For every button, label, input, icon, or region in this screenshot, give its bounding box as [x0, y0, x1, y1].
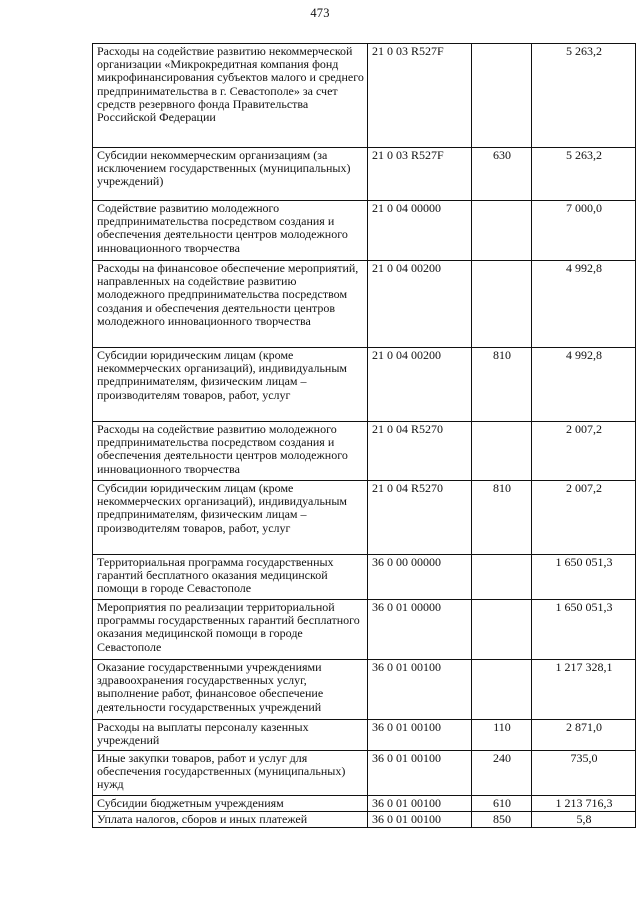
- row-code: 36 0 01 00000: [368, 600, 472, 660]
- row-sum: 1 650 051,3: [532, 600, 636, 660]
- row-name: Субсидии юридическим лицам (кроме некоммерческих организаций), индивидуальным предпринимателям, физическим лицам – производителям товаров, работ, услуг: [93, 481, 368, 555]
- row-sum: 4 992,8: [532, 261, 636, 348]
- page-number: 473: [310, 6, 330, 20]
- row-kind: [472, 261, 532, 348]
- row-kind: [472, 422, 532, 481]
- row-code: 36 0 01 00100: [368, 720, 472, 751]
- row-sum: 4 992,8: [532, 348, 636, 422]
- row-kind: [472, 600, 532, 660]
- row-sum: 7 000,0: [532, 201, 636, 261]
- row-code: 36 0 01 00100: [368, 751, 472, 796]
- row-sum: 2 871,0: [532, 720, 636, 751]
- row-code: 21 0 04 R5270: [368, 422, 472, 481]
- row-name: Субсидии некоммерческим организациям (за исключением государственных (муниципальных) учреждений): [93, 148, 368, 201]
- budget-table-body: [93, 44, 636, 828]
- row-name: Субсидии юридическим лицам (кроме некоммерческих организаций), индивидуальным предпринимателям, физическим лицам – производителям товаров, работ, услуг: [93, 348, 368, 422]
- row-name: Расходы на содействие развитию некоммерческой организации «Микрокредитная компания фонд микрофинансирования субъектов малого и среднего предпринимательства в г. Севастополе» за счет средств резервного фонда Правительства Российской Федерации: [93, 44, 368, 148]
- table-row: [93, 348, 636, 422]
- row-code: 21 0 04 00000: [368, 201, 472, 261]
- row-sum: 1 650 051,3: [532, 555, 636, 600]
- row-code: 21 0 03 R527F: [368, 148, 472, 201]
- table-row: [93, 812, 636, 828]
- table-row: [93, 796, 636, 812]
- row-kind: 630: [472, 148, 532, 201]
- table-row: [93, 555, 636, 600]
- row-sum: 5 263,2: [532, 148, 636, 201]
- row-kind: 240: [472, 751, 532, 796]
- row-kind: 610: [472, 796, 532, 812]
- row-code: 21 0 04 R5270: [368, 481, 472, 555]
- table-row: [93, 44, 636, 148]
- row-kind: [472, 44, 532, 148]
- table-row: [93, 201, 636, 261]
- row-sum: 1 213 716,3: [532, 796, 636, 812]
- row-sum: 5,8: [532, 812, 636, 828]
- row-code: 21 0 04 00200: [368, 348, 472, 422]
- row-kind: 110: [472, 720, 532, 751]
- row-sum: 2 007,2: [532, 481, 636, 555]
- row-sum: 5 263,2: [532, 44, 636, 148]
- row-name: Иные закупки товаров, работ и услуг для обеспечения государственных (муниципальных) нужд: [93, 751, 368, 796]
- row-name: Оказание государственными учреждениями здравоохранения государственных услуг, выполнение работ, финансовое обеспечение деятельности государственных учреждений: [93, 660, 368, 720]
- row-code: 21 0 04 00200: [368, 261, 472, 348]
- row-kind: 810: [472, 481, 532, 555]
- row-code: 36 0 01 00100: [368, 660, 472, 720]
- budget-table: [92, 43, 636, 828]
- row-code: 36 0 01 00100: [368, 812, 472, 828]
- table-row: [93, 481, 636, 555]
- row-kind: 810: [472, 348, 532, 422]
- table-row: [93, 660, 636, 720]
- table-row: [93, 600, 636, 660]
- row-sum: 1 217 328,1: [532, 660, 636, 720]
- row-name: Расходы на выплаты персоналу казенных учреждений: [93, 720, 368, 751]
- row-name: Уплата налогов, сборов и иных платежей: [93, 812, 368, 828]
- row-kind: 850: [472, 812, 532, 828]
- row-kind: [472, 555, 532, 600]
- row-name: Расходы на содействие развитию молодежного предпринимательства посредством создания и обеспечения деятельности центров молодежного инновационного творчества: [93, 422, 368, 481]
- row-kind: [472, 660, 532, 720]
- row-name: Расходы на финансовое обеспечение мероприятий, направленных на содействие развитию молодежного предпринимательства посредством создания и обеспечения деятельности центров молодежного инновационного творчества: [93, 261, 368, 348]
- row-sum: 735,0: [532, 751, 636, 796]
- row-code: 36 0 01 00100: [368, 796, 472, 812]
- table-row: [93, 720, 636, 751]
- row-name: Содействие развитию молодежного предпринимательства посредством создания и обеспечения деятельности центров молодежного инновационного творчества: [93, 201, 368, 261]
- table-row: [93, 751, 636, 796]
- table-row: [93, 261, 636, 348]
- row-name: Территориальная программа государственных гарантий бесплатного оказания медицинской помощи в городе Севастополе: [93, 555, 368, 600]
- row-code: 21 0 03 R527F: [368, 44, 472, 148]
- row-kind: [472, 201, 532, 261]
- row-sum: 2 007,2: [532, 422, 636, 481]
- table-row: [93, 148, 636, 201]
- row-name: Мероприятия по реализации территориальной программы государственных гарантий бесплатного оказания медицинской помощи в городе Севастополе: [93, 600, 368, 660]
- table-row: [93, 422, 636, 481]
- row-code: 36 0 00 00000: [368, 555, 472, 600]
- row-name: Субсидии бюджетным учреждениям: [93, 796, 368, 812]
